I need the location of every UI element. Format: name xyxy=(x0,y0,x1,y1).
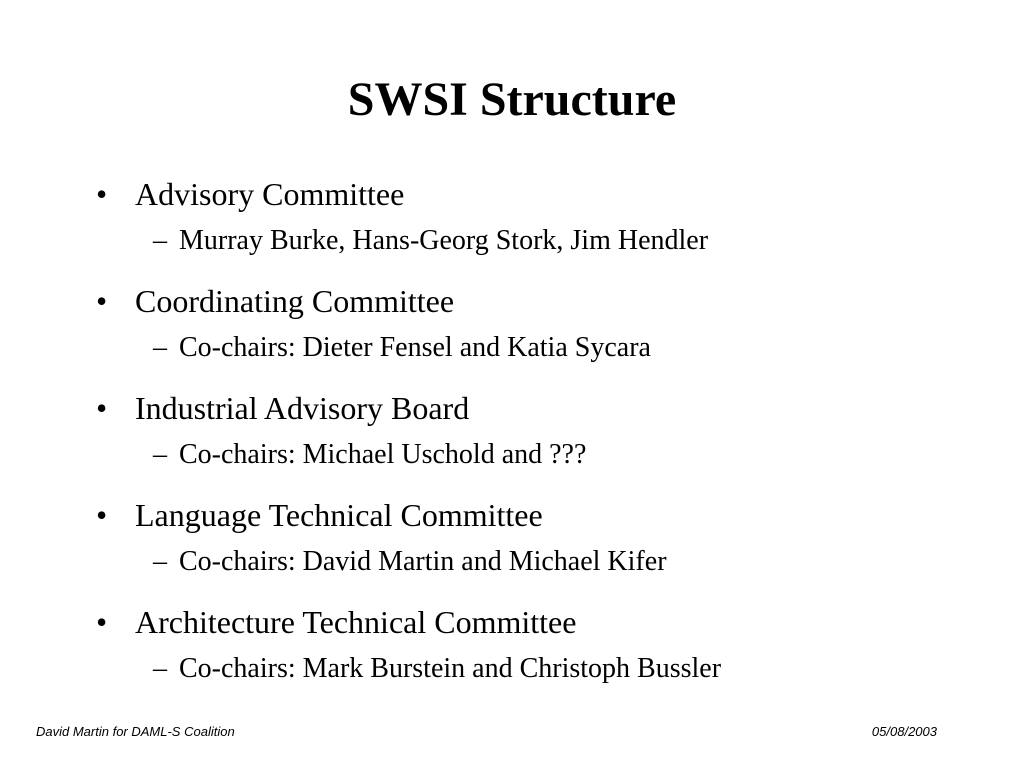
sub-bullet-marker: – xyxy=(153,653,167,684)
slide-title: SWSI Structure xyxy=(347,73,677,126)
sub-bullet-row xyxy=(0,648,1024,705)
bullet-text: Industrial Advisory Board xyxy=(135,390,470,426)
bullet-marker: • xyxy=(96,497,108,533)
bullet-item-advisory-committee xyxy=(0,170,1024,277)
footer-date: 05/08/2003 xyxy=(871,724,937,739)
sub-bullet-row xyxy=(0,220,1024,277)
bullet-text: Language Technical Committee xyxy=(135,497,543,533)
bullet-item-language-technical-committee xyxy=(0,491,1024,598)
sub-bullet-text: Co-chairs: Dieter Fensel and Katia Sycara xyxy=(179,332,651,363)
bullet-marker: • xyxy=(96,390,108,426)
bullet-item-coordinating-committee xyxy=(0,277,1024,384)
bullet-row xyxy=(0,491,1024,541)
bullet-list xyxy=(0,170,1024,705)
bullet-text: Advisory Committee xyxy=(135,176,405,212)
footer-author: David Martin for DAML-S Coalition xyxy=(36,724,235,739)
sub-bullet-marker: – xyxy=(153,332,167,363)
sub-bullet-text: Murray Burke, Hans-Georg Stork, Jim Hendler xyxy=(179,225,709,256)
bullet-item-industrial-advisory-board xyxy=(0,384,1024,491)
sub-bullet-text: Co-chairs: Mark Burstein and Christoph Bussler xyxy=(179,653,722,684)
bullet-item-architecture-technical-committee xyxy=(0,598,1024,705)
bullet-marker: • xyxy=(96,176,108,212)
sub-bullet-row xyxy=(0,434,1024,491)
sub-bullet-marker: – xyxy=(153,546,167,577)
sub-bullet-marker: – xyxy=(153,439,167,470)
bullet-row xyxy=(0,598,1024,648)
bullet-text: Coordinating Committee xyxy=(135,283,455,319)
bullet-row xyxy=(0,170,1024,220)
bullet-marker: • xyxy=(96,283,108,319)
sub-bullet-text: Co-chairs: David Martin and Michael Kifer xyxy=(179,546,667,577)
bullet-marker: • xyxy=(96,604,108,640)
sub-bullet-row xyxy=(0,541,1024,598)
sub-bullet-row xyxy=(0,327,1024,384)
bullet-text: Architecture Technical Committee xyxy=(135,604,577,640)
sub-bullet-marker: – xyxy=(153,225,167,256)
bullet-row xyxy=(0,384,1024,434)
sub-bullet-text: Co-chairs: Michael Uschold and ??? xyxy=(179,439,587,470)
bullet-row xyxy=(0,277,1024,327)
